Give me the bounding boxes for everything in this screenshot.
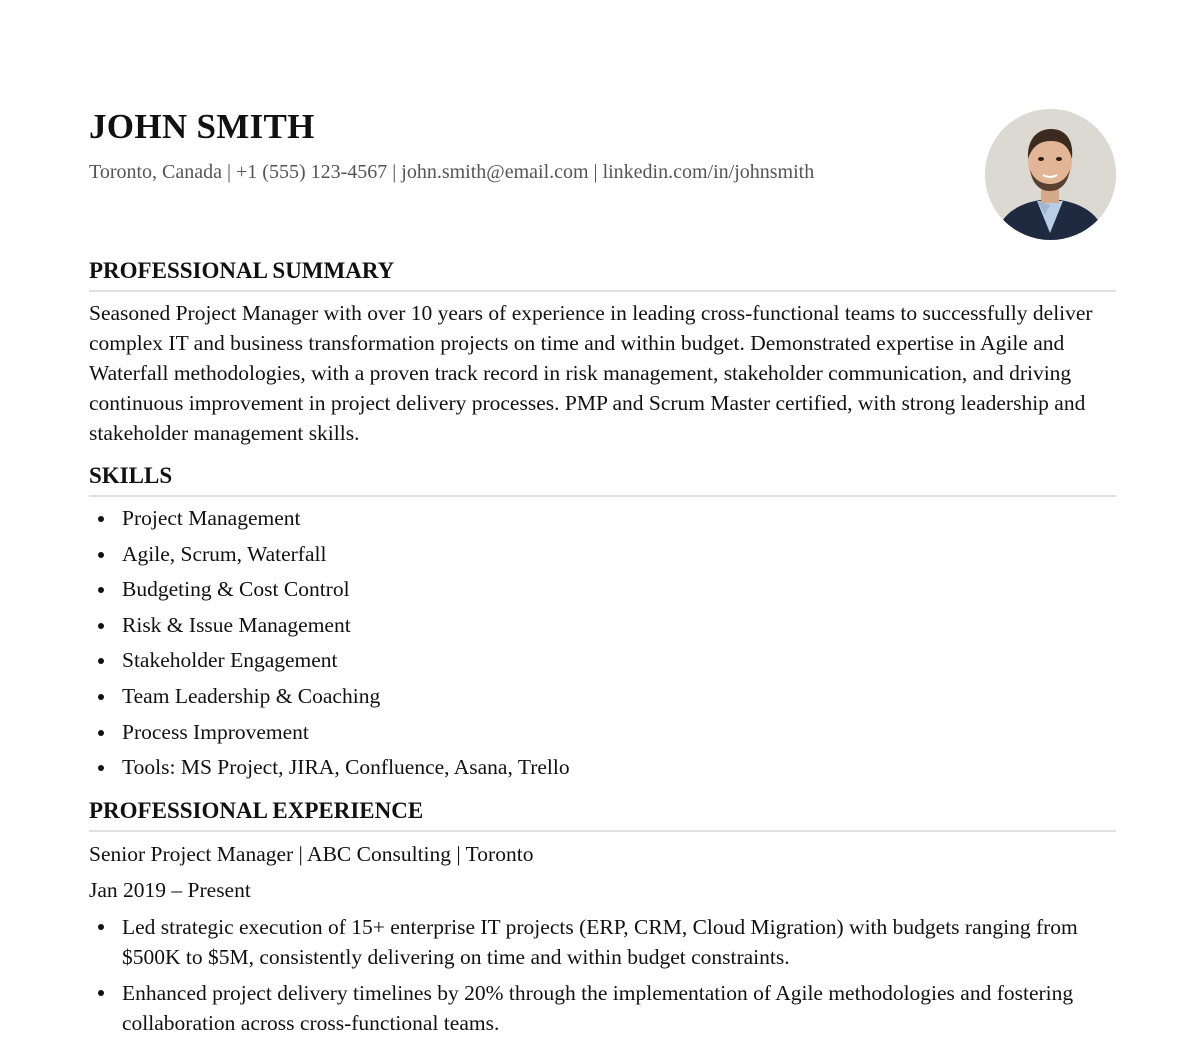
skill-item: Risk & Issue Management <box>89 608 1116 644</box>
skill-item: Agile, Scrum, Waterfall <box>89 537 1116 573</box>
job-bullets <box>89 912 1116 1038</box>
summary-text: Seasoned Project Manager with over 10 years of experience in leading cross-functional teams to successfully deliver complex IT and business transformation projects on time and within budget. Demonstrated expertise in Agile and Waterfall methodologies, with a proven track record in risk management, stakeholder communication, and driving continuous improvement in project delivery processes. PMP and Scrum Master certified, with strong leadership and stakeholder management skills. <box>89 301 1093 445</box>
contact-line: Toronto, Canada | +1 (555) 123-4567 | john.smith@email.com | linkedin.com/in/johnsmith <box>89 161 815 183</box>
skill-item: Project Management <box>89 501 1116 537</box>
skill-item: Process Improvement <box>89 715 1116 751</box>
job-bullet: Led strategic execution of 15+ enterprise IT projects (ERP, CRM, Cloud Migration) with budgets ranging from $500K to $5M, consistently delivering on time and within budget constraints. <box>89 912 1116 972</box>
skills-heading: SKILLS <box>89 461 1116 497</box>
candidate-name: JOHN SMITH <box>89 107 315 146</box>
summary-section <box>89 256 1116 448</box>
profile-photo-illustration <box>985 109 1116 240</box>
skill-item: Team Leadership & Coaching <box>89 679 1116 715</box>
experience-section <box>89 796 1116 1044</box>
skill-item: Budgeting & Cost Control <box>89 572 1116 608</box>
job-dates: Jan 2019 – Present <box>89 878 251 902</box>
job-heading: Senior Project Manager | ABC Consulting | Toronto <box>89 842 534 866</box>
skills-section <box>89 461 1116 786</box>
summary-heading: PROFESSIONAL SUMMARY <box>89 256 1116 292</box>
skill-item: Tools: MS Project, JIRA, Confluence, Asana, Trello <box>89 750 1116 786</box>
experience-heading: PROFESSIONAL EXPERIENCE <box>89 796 1116 832</box>
job-bullet: Enhanced project delivery timelines by 20% through the implementation of Agile methodologies and fostering collaboration across cross-functional teams. <box>89 978 1116 1038</box>
skill-item: Stakeholder Engagement <box>89 643 1116 679</box>
job-entry <box>89 836 1116 1038</box>
skills-list <box>89 501 1116 786</box>
profile-photo <box>985 109 1116 240</box>
